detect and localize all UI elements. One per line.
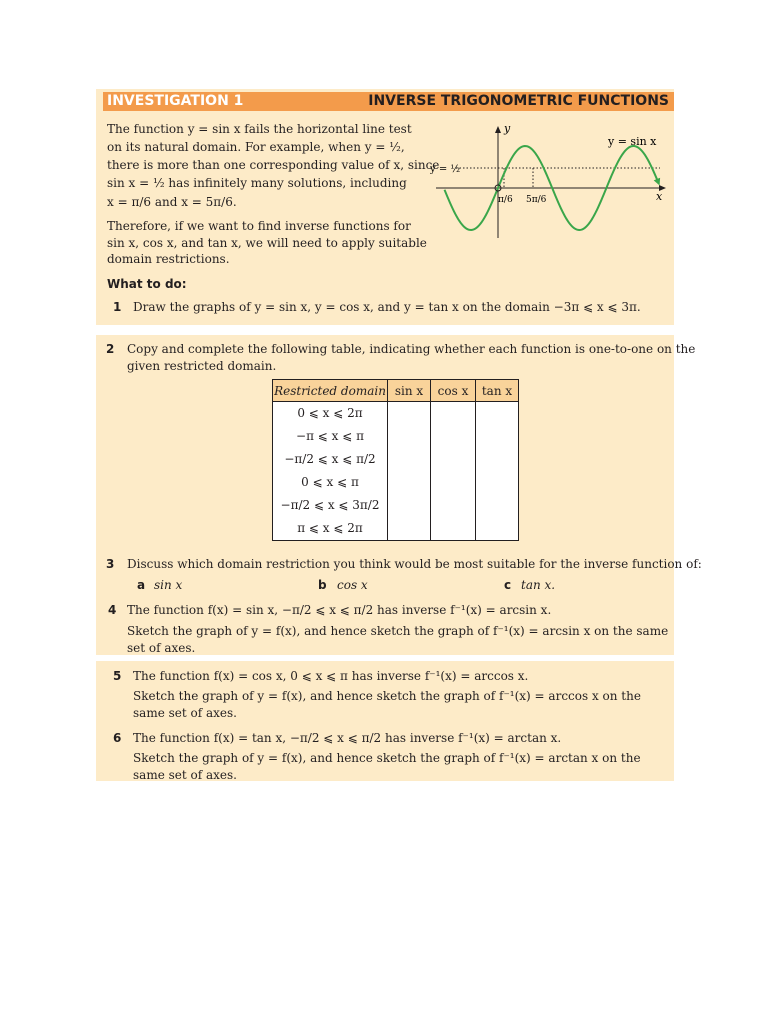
- y-axis-arrow-icon: [495, 126, 501, 133]
- table-cell-empty: [388, 517, 431, 541]
- table-cell-empty: [431, 494, 476, 517]
- what-to-do-heading: What to do:: [107, 277, 187, 291]
- step-3b-text: cos x: [337, 578, 368, 592]
- intro-para2-line-3: domain restrictions.: [107, 252, 230, 266]
- step-3-number: 3: [106, 557, 115, 571]
- intro-line-3: there is more than one corresponding value of x, since: [107, 158, 440, 172]
- intro-line-1: The function y = sin x fails the horizontal line test: [107, 122, 412, 136]
- step-1-text: Draw the graphs of y = sin x, y = cos x, and y = tan x on the domain −3π ⩽ x ⩽ 3π.: [133, 300, 641, 314]
- table-cell-empty: [431, 402, 476, 426]
- table-cell-empty: [431, 448, 476, 471]
- investigation-number: INVESTIGATION 1: [107, 93, 244, 109]
- table-cell-empty: [476, 448, 519, 471]
- table-header-row: [273, 380, 519, 402]
- domain-restriction-table: [272, 379, 519, 541]
- step-3a-text: sin x: [154, 578, 183, 592]
- table-cell-empty: [431, 471, 476, 494]
- step-4-line-2: Sketch the graph of y = f(x), and hence sketch the graph of f⁻¹(x) = arcsin x on the same: [127, 624, 669, 638]
- table-row: [273, 402, 519, 426]
- intro-para2-line-2: sin x, cos x, and tan x, we will need to apply suitable: [107, 236, 427, 250]
- investigation-title: INVERSE TRIGONOMETRIC FUNCTIONS: [368, 93, 669, 109]
- y-axis-label: y: [504, 122, 511, 135]
- table-cell-empty: [476, 517, 519, 541]
- step-2-line-1: Copy and complete the following table, indicating whether each function is one-to-one on the: [127, 342, 696, 356]
- table-cell-domain: −π/2 ⩽ x ⩽ 3π/2: [273, 494, 388, 517]
- step-4-line-3: set of axes.: [127, 641, 196, 655]
- step-3c-label: c: [504, 578, 512, 592]
- table-cell-empty: [476, 471, 519, 494]
- table-row: [273, 494, 519, 517]
- step-5-number: 5: [113, 669, 122, 683]
- intro-line-2: on its natural domain. For example, when y = ½,: [107, 140, 405, 154]
- curve-label: y = sin x: [608, 135, 657, 148]
- table-cell-empty: [476, 402, 519, 426]
- table-cell-empty: [388, 448, 431, 471]
- table-cell-domain: 0 ⩽ x ⩽ π: [273, 471, 388, 494]
- step-2-line-2: given restricted domain.: [127, 359, 277, 373]
- sine-graph: [428, 120, 668, 240]
- step-3a-label: a: [137, 578, 146, 592]
- table-header-cos: cos x: [431, 380, 476, 402]
- tick2-label: 5π/6: [526, 195, 547, 205]
- step-4-number: 4: [108, 603, 117, 617]
- table-cell-domain: −π ⩽ x ⩽ π: [273, 425, 388, 448]
- step-1-number: 1: [113, 300, 122, 314]
- intro-line-4: sin x = ½ has infinitely many solutions, including: [107, 176, 407, 190]
- table-header-domain: Restricted domain: [273, 380, 388, 402]
- table-header-tan: tan x: [476, 380, 519, 402]
- table-row: [273, 425, 519, 448]
- step-3c-text: tan x.: [521, 578, 556, 592]
- investigation-title-bar: [103, 92, 674, 111]
- table-row: [273, 517, 519, 541]
- intro-line-5: x = π/6 and x = 5π/6.: [107, 195, 237, 209]
- table-cell-empty: [388, 425, 431, 448]
- step-2-number: 2: [106, 342, 115, 356]
- table-cell-empty: [476, 425, 519, 448]
- table-cell-empty: [476, 494, 519, 517]
- intro-para2-line-1: Therefore, if we want to find inverse functions for: [107, 219, 411, 233]
- step-6-line-2: Sketch the graph of y = f(x), and hence sketch the graph of f⁻¹(x) = arctan x on the: [133, 751, 641, 765]
- step-4-line-1: The function f(x) = sin x, −π/2 ⩽ x ⩽ π/2 has inverse f⁻¹(x) = arcsin x.: [127, 603, 552, 617]
- table-row: [273, 471, 519, 494]
- step-6-number: 6: [113, 731, 122, 745]
- table-row: [273, 448, 519, 471]
- table-cell-domain: −π/2 ⩽ x ⩽ π/2: [273, 448, 388, 471]
- step-5-line-2: Sketch the graph of y = f(x), and hence sketch the graph of f⁻¹(x) = arccos x on the: [133, 689, 641, 703]
- table-cell-empty: [431, 517, 476, 541]
- table-header-sin: sin x: [388, 380, 431, 402]
- table-cell-empty: [388, 402, 431, 426]
- step-3b-label: b: [318, 578, 327, 592]
- step-5-line-3: same set of axes.: [133, 706, 237, 720]
- tick1-label: π/6: [498, 195, 513, 205]
- step-5-line-1: The function f(x) = cos x, 0 ⩽ x ⩽ π has inverse f⁻¹(x) = arccos x.: [133, 669, 529, 683]
- step-6-line-1: The function f(x) = tan x, −π/2 ⩽ x ⩽ π/2 has inverse f⁻¹(x) = arctan x.: [133, 731, 562, 745]
- table-cell-empty: [431, 425, 476, 448]
- x-axis-label: x: [656, 190, 663, 203]
- half-line-label: y = ½: [430, 164, 461, 175]
- table-cell-empty: [388, 494, 431, 517]
- step-6-line-3: same set of axes.: [133, 768, 237, 782]
- table-cell-empty: [388, 471, 431, 494]
- table-cell-domain: 0 ⩽ x ⩽ 2π: [273, 402, 388, 426]
- step-3-text: Discuss which domain restriction you think would be most suitable for the inverse function of:: [127, 557, 702, 571]
- table-cell-domain: π ⩽ x ⩽ 2π: [273, 517, 388, 541]
